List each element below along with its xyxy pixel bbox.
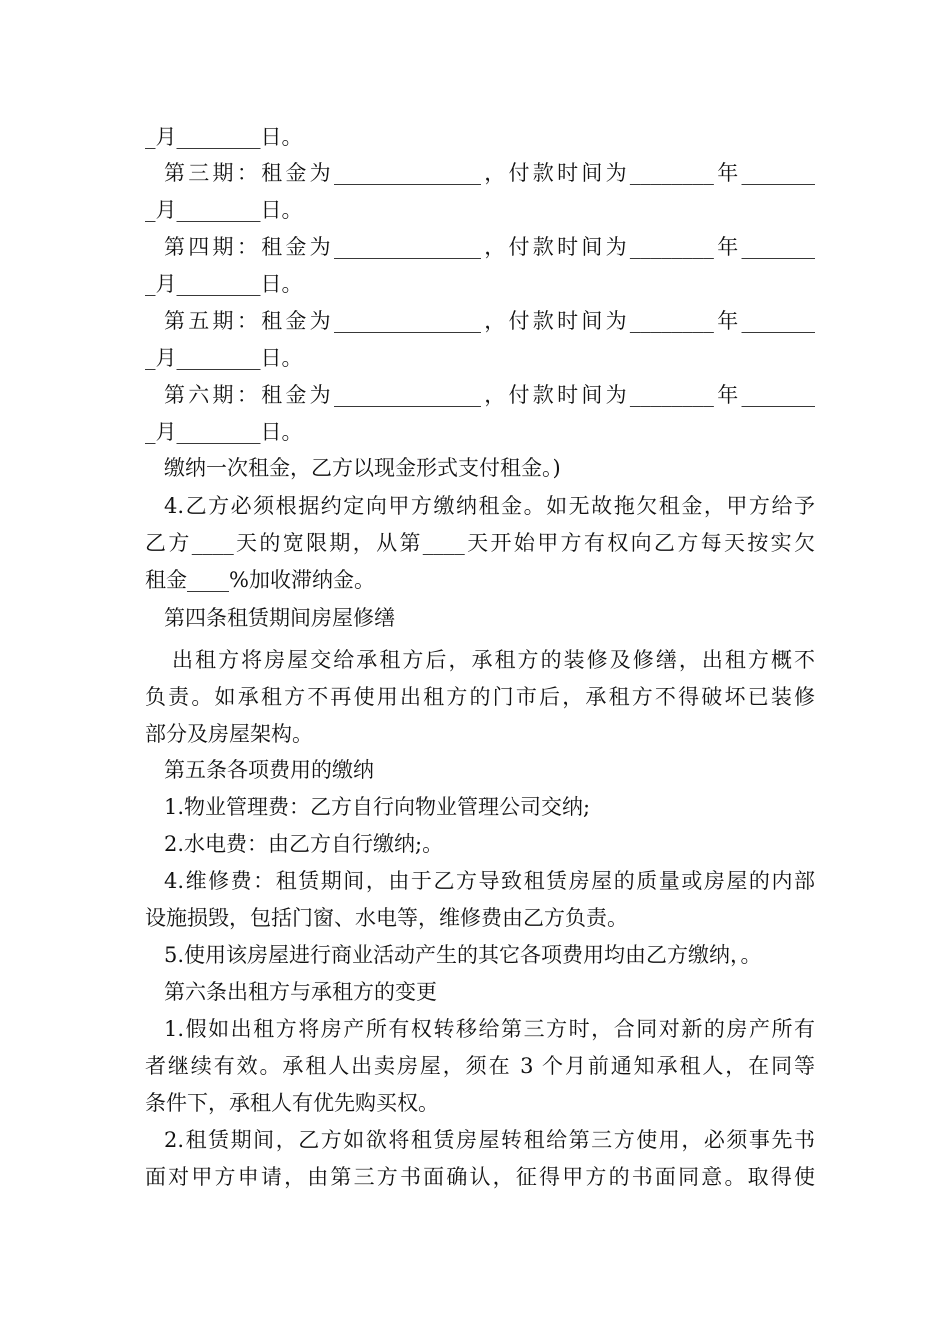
text-line: 负责。如承租方不再使用出租方的门市后，承租方不得破坏已装修 xyxy=(145,685,815,709)
text-line: 1.假如出租方将房产所有权转移给第三方时，合同对新的房产所有 xyxy=(164,1017,815,1041)
text-line: 第四期：租金为______________，付款时间为________年_______ xyxy=(164,235,815,259)
text-line: 第五期：租金为______________，付款时间为________年_______ xyxy=(164,309,815,333)
text-line: 出租方将房屋交给承租方后，承租方的装修及修缮，出租方概不 xyxy=(172,648,815,672)
text-line: _月________日。 xyxy=(145,346,303,370)
text-line: 4.乙方必须根据约定向甲方缴纳租金。如无故拖欠租金，甲方给予 xyxy=(164,494,815,518)
text-line: 设施损毁，包括门窗、水电等，维修费由乙方负责。 xyxy=(145,906,628,930)
text-line: 面对甲方申请，由第三方书面确认，征得甲方的书面同意。取得使 xyxy=(145,1165,815,1189)
section-heading: 第五条各项费用的缴纳 xyxy=(164,758,374,782)
text-line: 缴纳一次租金，乙方以现金形式支付租金。) xyxy=(164,456,561,480)
text-line: 部分及房屋架构。 xyxy=(145,722,313,746)
section-heading: 第四条租赁期间房屋修缮 xyxy=(164,606,395,630)
text-line: 5.使用该房屋进行商业活动产生的其它各项费用均由乙方缴纳，。 xyxy=(164,943,762,967)
text-line: 第三期：租金为______________，付款时间为________年_______ xyxy=(164,161,815,185)
section-heading: 第六条出租方与承租方的变更 xyxy=(164,980,437,1004)
text-line: 租金____%加收滞纳金。 xyxy=(145,568,375,592)
text-line: _月________日。 xyxy=(145,420,303,444)
text-line: 2.租赁期间，乙方如欲将租赁房屋转租给第三方使用，必须事先书 xyxy=(164,1128,815,1152)
text-line: _月________日。 xyxy=(145,125,303,149)
text-line: 1.物业管理费：乙方自行向物业管理公司交纳; xyxy=(164,795,591,819)
text-line: 4.维修费：租赁期间，由于乙方导致租赁房屋的质量或房屋的内部 xyxy=(164,869,815,893)
text-line: _月________日。 xyxy=(145,198,303,222)
text-line: 条件下，承租人有优先购买权。 xyxy=(145,1091,439,1115)
text-line: 2.水电费：由乙方自行缴纳;。 xyxy=(164,832,444,856)
text-line: 者继续有效。承租人出卖房屋，须在 3 个月前通知承租人，在同等 xyxy=(145,1054,815,1078)
text-line: 乙方____天的宽限期，从第____天开始甲方有权向乙方每天按实欠 xyxy=(145,531,815,555)
text-line: 第六期：租金为______________，付款时间为________年_______ xyxy=(164,383,815,407)
text-line: _月________日。 xyxy=(145,272,303,296)
